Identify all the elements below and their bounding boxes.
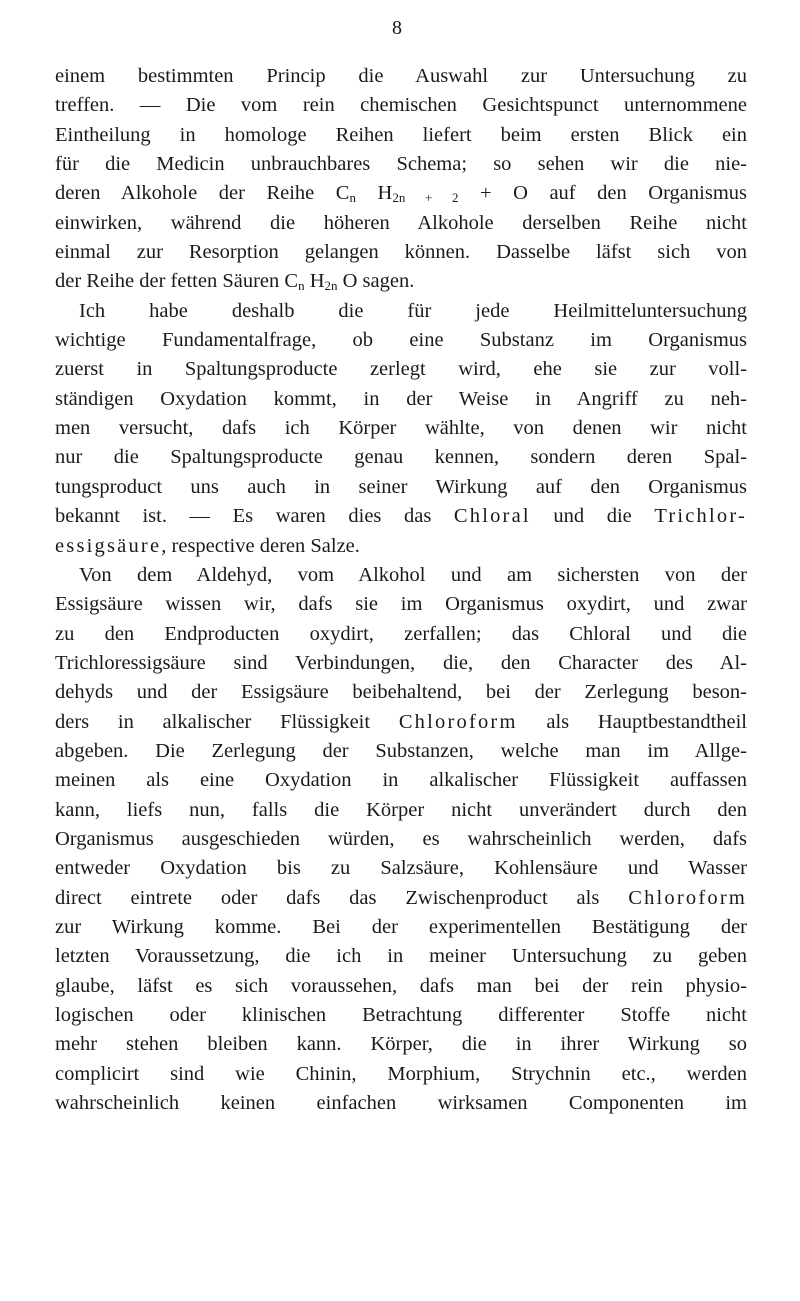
spaced-term: essigsäure: [55, 534, 162, 557]
line-text: , respective deren Salze.: [161, 534, 360, 557]
text-line: wichtige Fundamentalfrage, ob eine Substanz im Organismus: [55, 329, 747, 352]
text-line: Ich habe deshalb die für jede Heilmitteluntersuchung: [79, 299, 747, 322]
text-line: zu den Endproducten oxydirt, zerfallen; das Chloral und die: [55, 622, 747, 645]
text-line: abgeben. Die Zerlegung der Substanzen, welche man im Allge-: [55, 739, 747, 762]
text-line: letzten Voraussetzung, die ich in meiner Untersuchung zu geben: [55, 945, 747, 968]
line-text: direct eintrete oder dafs das Zwischenproduct als: [55, 886, 629, 909]
text-line: kann, liefs nun, falls die Körper nicht unverändert durch den: [55, 798, 747, 821]
text-line: meinen als eine Oxydation in alkalischer Flüssigkeit auffassen: [55, 769, 747, 792]
body-text: [55, 62, 747, 1118]
subscript: 2n + 2: [392, 190, 459, 206]
line-text: O sagen.: [337, 270, 415, 293]
text-line: ständigen Oxydation kommt, in der Weise in Angriff zu neh-: [55, 387, 747, 410]
line-text: bekannt ist. — Es waren dies das: [55, 505, 454, 528]
line-text: H: [304, 270, 325, 293]
text-line: zuerst in Spaltungsproducte zerlegt wird, ehe sie zur voll-: [55, 358, 747, 381]
line-text: deren Alkohole der Reihe C: [55, 182, 350, 205]
text-line: glaube, läfst es sich voraussehen, dafs man bei der rein physio-: [55, 974, 747, 997]
subscript: 2n: [324, 278, 338, 294]
text-line: für die Medicin unbrauchbares Schema; so sehen wir die nie-: [55, 153, 747, 176]
text-line: complicirt sind wie Chinin, Morphium, Strychnin etc., werden: [55, 1062, 747, 1085]
text-line: [55, 708, 747, 737]
text-line: Eintheilung in homologe Reihen liefert beim ersten Blick ein: [55, 123, 747, 146]
line-text: H: [355, 182, 393, 205]
text-line: einem bestimmten Princip die Auswahl zur Untersuchung zu: [55, 65, 747, 87]
text-line: Trichloressigsäure sind Verbindungen, die, den Character des Al-: [55, 651, 747, 674]
formula-line: [55, 267, 747, 296]
line-text: ders in alkalischer Flüssigkeit: [55, 710, 399, 733]
line-text: der Reihe der fetten Säuren C: [55, 270, 299, 293]
line-text: + O auf den Organismus: [458, 182, 747, 205]
text-line: tungsproduct uns auch in seiner Wirkung auf den Organismus: [55, 475, 747, 498]
text-line: nur die Spaltungsproducte genau kennen, sondern deren Spal-: [55, 446, 747, 469]
spaced-term: Chloroform: [628, 886, 747, 909]
text-line: entweder Oxydation bis zu Salzsäure, Kohlensäure und Wasser: [55, 857, 747, 880]
subscript: n: [298, 278, 305, 294]
spaced-term: Chloroform: [398, 710, 518, 733]
line-text: und die: [530, 505, 655, 528]
text-line: mehr stehen bleiben kann. Körper, die in ihrer Wirkung so: [55, 1033, 747, 1056]
spaced-term: Chloral: [453, 505, 531, 528]
text-line: treffen. — Die vom rein chemischen Gesichtspunct unternommene: [55, 94, 747, 117]
text-line: zur Wirkung komme. Bei der experimentellen Bestätigung der: [55, 915, 747, 938]
text-line: einwirken, während die höheren Alkohole derselben Reihe nicht: [55, 211, 747, 234]
text-line: men versucht, dafs ich Körper wählte, von denen wir nicht: [55, 417, 747, 440]
text-line: [55, 884, 747, 913]
line-text: als Hauptbestandtheil: [517, 710, 748, 733]
text-line: [55, 532, 747, 561]
text-line: logischen oder klinischen Betrachtung differenter Stoffe nicht: [55, 1004, 747, 1026]
page-number: 8: [392, 17, 402, 39]
text-line: wahrscheinlich keinen einfachen wirksamen Componenten im: [55, 1092, 747, 1115]
spaced-term: Trichlor-: [654, 505, 747, 528]
subscript: n: [349, 190, 356, 206]
formula-line: [55, 179, 747, 208]
text-line: dehyds und der Essigsäure beibehaltend, bei der Zerlegung beson-: [55, 681, 747, 704]
text-line: Von dem Aldehyd, vom Alkohol und am sichersten von der: [79, 563, 747, 586]
text-line: Essigsäure wissen wir, dafs sie im Organismus oxydirt, und zwar: [55, 593, 747, 616]
text-line: Organismus ausgeschieden würden, es wahrscheinlich werden, dafs: [55, 827, 747, 850]
text-line: [55, 502, 747, 531]
text-line: einmal zur Resorption gelangen können. Dasselbe läfst sich von: [55, 241, 747, 264]
